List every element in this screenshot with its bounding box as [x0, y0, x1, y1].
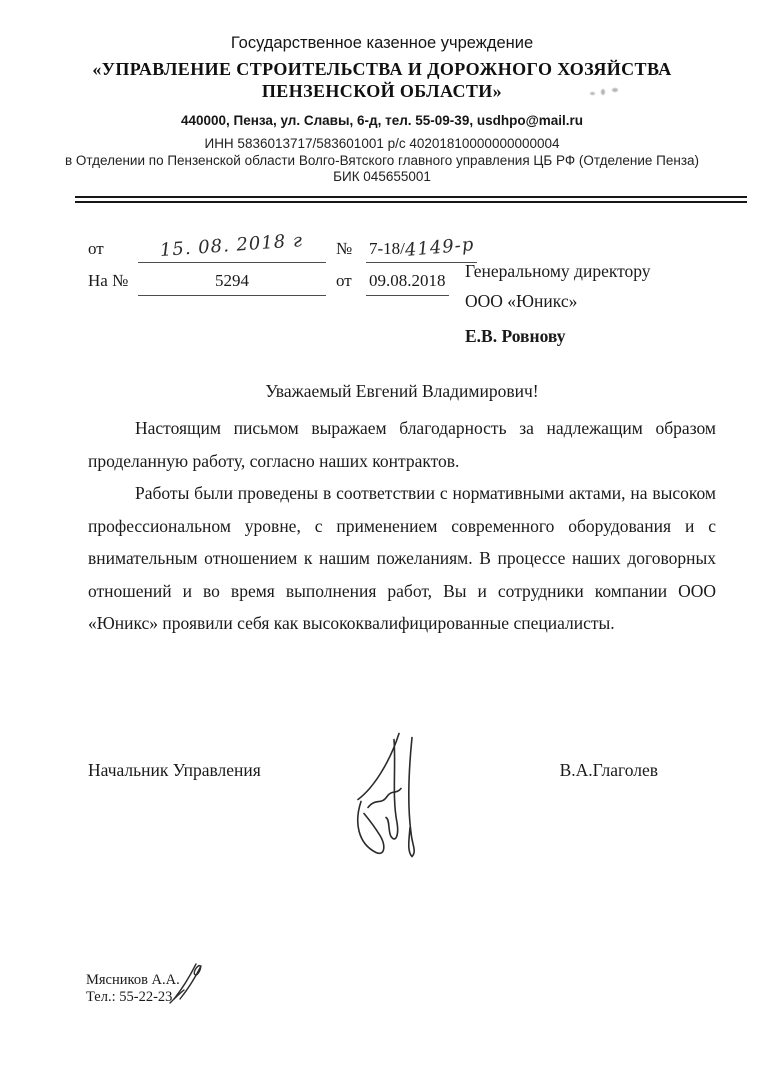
executor-name: Мясников А.А.: [86, 972, 180, 988]
incoming-number-value: 5294: [215, 271, 249, 290]
from-label: от: [88, 239, 104, 258]
reference-block: [88, 230, 476, 304]
letter-body: [88, 381, 716, 640]
signer-position: Начальник Управления: [88, 760, 261, 780]
org-name-line1: «УПРАВЛЕНИЕ СТРОИТЕЛЬСТВА И ДОРОЖНОГО ХОЗЯЙСТВА: [92, 59, 672, 79]
org-name-line2: ПЕНЗЕНСКОЙ ОБЛАСТИ»: [261, 81, 503, 101]
number-label: №: [336, 239, 353, 258]
handwritten-signature: [352, 726, 452, 864]
executor-footer: [86, 972, 180, 1006]
outgoing-date-field: [138, 230, 326, 263]
recipient-title: Генеральному директору: [465, 261, 651, 281]
paragraph-2: Работы были проведены в соответствии с нормативными актами, на высоком профессиональном уровне, с применением современного оборудования и с внимательным отношением к нашим пожеланиям. В процессе наших договорных отношений и во время выполнения работ, Вы и сотрудники компании ООО «Юникс» проявили себя как высококвалифицированные специалисты.: [88, 483, 716, 633]
recipient-block: [465, 256, 651, 351]
salutation: Уважаемый Евгений Владимирович!: [265, 381, 539, 401]
handwritten-outgoing-number: 4149-р: [404, 234, 476, 261]
incoming-date-value: 09.08.2018: [369, 271, 446, 290]
org-bank: в Отделении по Пензенской области Волго-Вятского главного управления ЦБ РФ (Отделение Пенза): [64, 152, 700, 168]
paragraph-1: Настоящим письмом выражаем благодарность за надлежащим образом проделанную работу, согласно наших контрактов.: [88, 418, 716, 471]
executor-phone: Тел.: 55-22-23: [86, 989, 173, 1005]
executor-paraph: [168, 958, 210, 1004]
recipient-name: Е.В. Ровнову: [465, 326, 566, 346]
reference-row-outgoing: [88, 230, 476, 271]
divider-double-rule: [75, 196, 747, 203]
reference-row-incoming: [88, 271, 468, 304]
on-date-label: от: [336, 271, 352, 290]
signer-name: В.А.Глаголев: [559, 760, 658, 780]
org-bik: БИК 045655001: [333, 169, 431, 184]
outgoing-number-field: [366, 234, 477, 263]
handwritten-outgoing-date: 15. 08. 2018 г: [159, 230, 305, 261]
org-address: 440000, Пенза, ул. Славы, 6-д, тел. 55-09-39, usdhpo@mail.ru: [180, 113, 583, 128]
letterhead: [0, 34, 764, 186]
org-inn-account: ИНН 5836013717/583601001 р/с 40201810000000000004: [204, 136, 560, 151]
incoming-date-field: [366, 271, 449, 296]
recipient-company: ООО «Юникс»: [465, 291, 578, 311]
org-type: Государственное казенное учреждение: [230, 34, 534, 52]
outgoing-number-printed: 7-18/: [369, 239, 405, 258]
on-number-label: На №: [88, 271, 129, 290]
incoming-number-field: [138, 271, 326, 296]
scan-smudge: [588, 86, 622, 99]
